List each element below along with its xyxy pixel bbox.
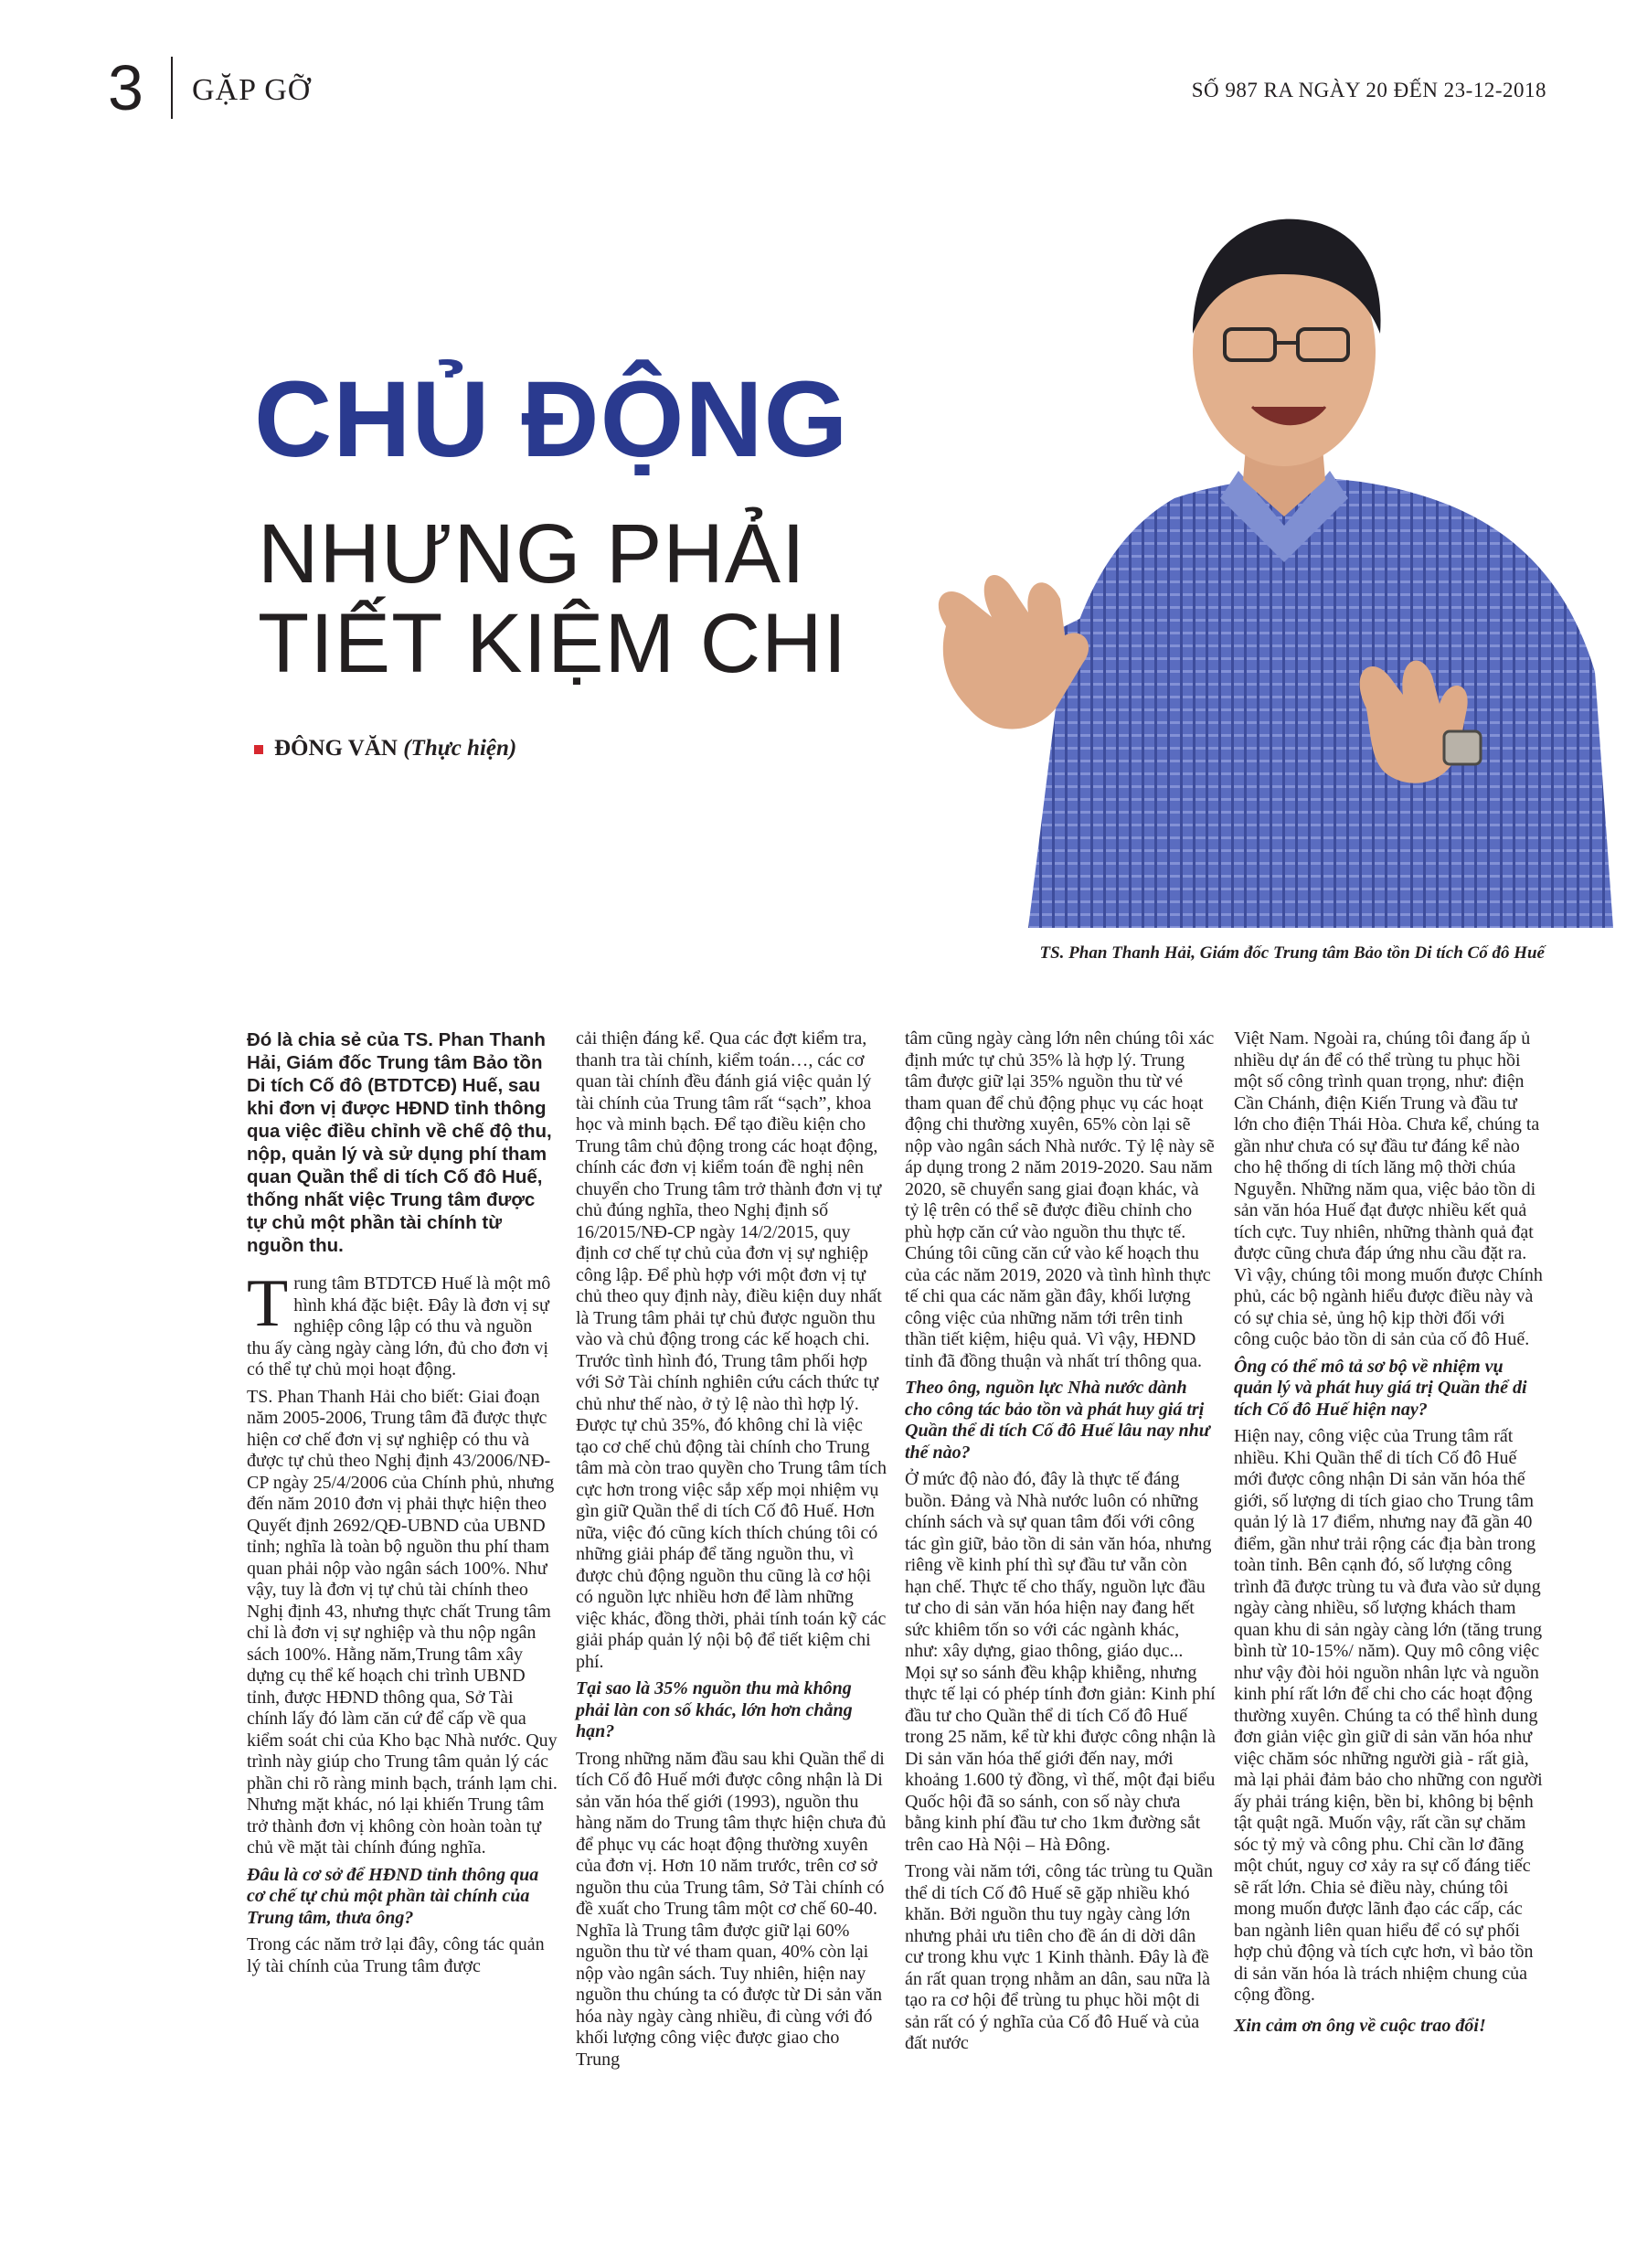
article-column-3 xyxy=(905,1028,1216,2060)
paragraph: Trong vài năm tới, công tác trùng tu Quần thể di tích Cố đô Huế sẽ gặp nhiều khó khăn. Bởi nguồn thu tuy ngày càng lớn nhưng phải ưu tiên cho đề án di dời dân cư trong khu vực 1 Kinh thành. Đây là đề án rất quan trọng nhằm an dân, sau nữa là tạo ra cơ hội để trùng tu phục hồi một di sản rất có ý nghĩa của Cố đô Huế và của đất nước xyxy=(905,1861,1214,2053)
article-column-4 xyxy=(1234,1028,1545,2042)
headline-main: CHỦ ĐỘNG xyxy=(254,359,849,480)
paragraph: cải thiện đáng kể. Qua các đợt kiểm tra, thanh tra tài chính, kiểm toán…, các cơ quan tài chính đều đánh giá việc quản lý tài chính của Trung tâm rất “sạch”, khoa học và minh bạch. Để tạo điều kiện cho Trung tâm chủ động trong các hoạt động, chính các đơn vị kiểm toán đề nghị nên chuyển cho Trung tâm trở thành đơn vị tự chủ đúng nghĩa, theo Nghị định số 16/2015/NĐ-CP ngày 14/2/2015, quy định cơ chế tự chủ của đơn vị sự nghiệp công lập. Để phù hợp với một đơn vị tự chủ theo quy định này, điều kiện duy nhất là Trung tâm phải tự chủ được nguồn thu vào và chủ động trong các kế hoạch chi. Trước tình hình đó, Trung tâm phối hợp với Sở Tài chính nghiên cứu cách thức tự chủ như thế nào, ở tỷ lệ nào thì hợp lý. Được tự chủ 35%, đó không chỉ là việc tạo cơ chế chủ động tài chính cho Trung tâm mà còn trao quyền cho Trung tâm tích cực hơn trong việc sắp xếp mọi nhiệm vụ gìn giữ Quần thể di tích Cố đô Huế. Hơn nữa, việc đó cũng kích thích chúng tôi có những giải pháp để tăng nguồn thu, vì được chủ động nguồn thu cũng là cơ hội có nguồn lực nhiều hơn để làm những việc khác, đồng thời, phải tính toán kỹ các giải pháp quản lý nội bộ để tiết kiệm chi phí. xyxy=(576,1028,887,1672)
paragraph: Hiện nay, công việc của Trung tâm rất nhiều. Khi Quần thể di tích Cố đô Huế mới được công nhận Di sản văn hóa thế giới, số lượng di tích giao cho Trung tâm quản lý là 17 điểm, nhưng nay đã gần 40 điểm, gần như trải rộng các địa bàn trong toàn tỉnh. Bên cạnh đó, số lượng công trình đã được trùng tu và đưa vào sử dụng ngày càng nhiều, số lượng khách tham quan khu di sản ngày càng lớn (tăng trung bình từ 10-15%/ năm). Quy mô công việc như vậy đòi hỏi nguồn nhân lực và nguồn kinh phí rất lớn để chi cho các hoạt động thường xuyên. Chúng ta có thể hình dung đơn giản việc gìn giữ di sản văn hóa như việc chăm sóc những người già - rất già, mà lại phải đảm bảo cho những con người ấy phải tráng kiện, bền bỉ, không bị bệnh tật quật ngã. Muốn vậy, rất cần sự chăm sóc tỷ mỷ và công phu. Chỉ cần lơ đãng một chút, nguy cơ xảy ra sự cố đáng tiếc sẽ rất lớn. Chia sẻ điều này, chúng tôi mong muốn được lãnh đạo các cấp, các ban ngành liên quan hiểu để có sự phối hợp chủ động và tích cực hơn, vì bảo tồn di sản văn hóa là trách nhiệm chung của cộng đồng. xyxy=(1234,1426,1543,2005)
issue-info: SỐ 987 RA NGÀY 20 ĐẾN 23-12-2018 xyxy=(1191,79,1546,101)
interview-question: Ông có thể mô tả sơ bộ về nhiệm vụ quản lý và phát huy giá trị Quần thể di tích Cố đô Huế hiện nay? xyxy=(1234,1356,1527,1420)
paragraph: Trong các năm trở lại đây, công tác quản lý tài chính của Trung tâm được xyxy=(247,1934,545,1976)
page-number: 3 xyxy=(108,52,143,123)
paragraph: Ở mức độ nào đó, đây là thực tế đáng buồn. Đảng và Nhà nước luôn có những chính sách và sự quan tâm đối với công tác gìn giữ, bảo tồn di sản văn hóa, nhưng riêng về kinh phí thì sự đầu tư vẫn còn hạn chế. Thực tế cho thấy, nguồn lực đầu tư cho di sản văn hóa hiện nay đang hết sức khiêm tốn so với các ngành khác, như: xây dựng, giao thông, giáo dục... Mọi sự so sánh đều khập khiễng, nhưng thực tế lại có phép tính đơn giản: Kinh phí đầu tư cho Quần thể di tích Cố đô Huế trong 25 năm, kể từ khi được công nhận là Di sản văn hóa thế giới đến nay, mới khoảng 1.600 tỷ đồng, vì thế, một đại biểu Quốc hội đã so sánh, con số này chưa bằng kinh phí đầu tư cho 1km đường sắt trên cao Hà Nội – Hà Đông. xyxy=(905,1469,1216,1855)
interview-question: Theo ông, nguồn lực Nhà nước dành cho công tác bảo tồn và phát huy giá trị Quần thể di tích Cố đô Huế lâu nay như thế nào? xyxy=(905,1378,1210,1463)
paragraph: rung tâm BTDTCĐ Huế là một mô hình khá đặc biệt. Đây là đơn vị sự nghiệp công lập có thu và nguồn thu ấy càng ngày càng lớn, đủ cho đơn vị có thể tự chủ mọi hoạt động. xyxy=(247,1273,551,1379)
portrait-photo xyxy=(873,197,1622,928)
headline-line-2: NHƯNG PHẢI xyxy=(258,507,806,601)
header-divider xyxy=(171,57,173,119)
article-lead: Đó là chia sẻ của TS. Phan Thanh Hải, Giám đốc Trung tâm Bảo tồn Di tích Cố đô (BTDTCĐ) Huế, sau khi đơn vị được HĐND tỉnh thông qua việc điều chỉnh về chế độ thu, nộp, quản lý và sử dụng phí tham quan Quần thể di tích Cố đô Huế, thống nhất việc Trung tâm được tự chủ một phần tài chính từ nguồn thu. xyxy=(247,1029,552,1256)
bullet-marker-icon xyxy=(254,745,263,754)
interview-question: Tại sao là 35% nguồn thu mà không phải làn con số khác, lớn hơn chẳng hạn? xyxy=(576,1678,853,1741)
article-column-1 xyxy=(247,1028,558,1983)
paragraph: Trong những năm đầu sau khi Quần thể di tích Cố đô Huế mới được công nhận là Di sản văn hóa thế giới (1993), nguồn thu hàng năm do Trung tâm thực hiện chưa đủ để phục vụ các hoạt động thường xuyên của đơn vị. Hơn 10 năm trước, trên cơ sở nguồn thu của Trung tâm, Sở Tài chính có đề xuất cho Trung tâm một cơ chế 60-40. Nghĩa là Trung tâm được giữ lại 60% nguồn thu từ vé tham quan, 40% còn lại nộp vào ngân sách. Tuy nhiên, hiện nay nguồn thu chúng ta có được từ Di sản văn hóa này ngày càng nhiều, đi cùng với đó khối lượng công việc được giao cho Trung xyxy=(576,1748,887,2070)
headline-line-3: TIẾT KIỆM CHI xyxy=(258,597,848,690)
interview-question: Đâu là cơ sở để HĐND tỉnh thông qua cơ chế tự chủ một phần tài chính của Trung tâm, thưa ông? xyxy=(247,1864,539,1928)
paragraph: Việt Nam. Ngoài ra, chúng tôi đang ấp ủ nhiều dự án để có thể trùng tu phục hồi một số công trình quan trọng, như: điện Cần Chánh, điện Kiến Trung và đầu tư lớn cho điện Thái Hòa. Chưa kể, chúng ta gần như chưa có sự đầu tư đáng kể nào cho hệ thống di tích lăng mộ thời chúa Nguyễn. Những năm qua, việc bảo tồn di sản văn hóa Huế đạt được nhiều kết quả tích cực. Tuy nhiên, những thành quả đạt được cũng chưa đáp ứng nhu cầu đặt ra. Vì vậy, chúng tôi mong muốn được Chính phủ, các bộ ngành hiểu được điều này và có sự chia sẻ, ủng hộ kịp thời đối với công cuộc bảo tồn di sản của cố đô Huế. xyxy=(1234,1028,1543,1349)
paragraph: tâm cũng ngày càng lớn nên chúng tôi xác định mức tự chủ 35% là hợp lý. Trung tâm được giữ lại 35% nguồn thu từ vé tham quan để chủ động phục vụ các hoạt động chi thường xuyên, 65% còn lại sẽ nộp vào ngân sách Nhà nước. Tỷ lệ này sẽ áp dụng trong 2 năm 2019-2020. Sau năm 2020, sẽ chuyển sang giai đoạn khác, và tỷ lệ trên có thể sẽ được điều chỉnh cho phù hợp căn cứ vào nguồn thu thực tế. Chúng tôi cũng căn cứ vào kế hoạch thu của các năm 2019, 2020 và tình hình thực tế chi qua các năm gần đây, khối lượng công việc của những năm tới trên tinh thần tiết kiệm, hiệu quả. Vì vậy, HĐND tỉnh đã đồng thuận và nhất trí thông qua. xyxy=(905,1028,1215,1371)
dropcap-paragraph xyxy=(247,1266,558,1381)
page-header xyxy=(0,51,1647,124)
closing-line: Xin cảm ơn ông về cuộc trao đổi! xyxy=(1234,2015,1486,2036)
author-name: ĐÔNG VĂN xyxy=(274,736,398,761)
article-body xyxy=(247,1028,1545,2199)
article-column-2 xyxy=(576,1028,887,2076)
photo-caption: TS. Phan Thanh Hải, Giám đốc Trung tâm Bảo tồn Di tích Cố đô Huế xyxy=(1039,943,1545,963)
dropcap-letter: T xyxy=(247,1266,289,1341)
section-name: GẶP GỠ xyxy=(192,73,312,107)
byline xyxy=(254,736,516,761)
author-role: (Thực hiện) xyxy=(403,736,517,761)
paragraph: TS. Phan Thanh Hải cho biết: Giai đoạn năm 2005-2006, Trung tâm đã được thực hiện cơ chế đơn vị sự nghiệp có thu và được tự chủ theo Nghị định 43/2006/NĐ-CP ngày 25/4/2006 của Chính phủ, nhưng đến năm 2010 đơn vị phải thực hiện theo Quyết định 2692/QĐ-UBND của UBND tỉnh; nghĩa là toàn bộ nguồn thu phí tham quan phải nộp vào ngân sách 100%. Như vậy, tuy là đơn vị tự chủ tài chính theo Nghị định 43, nhưng thực chất Trung tâm chỉ là đơn vị sự nghiệp và thu nộp ngân sách 100%. Hằng năm,Trung tâm xây dựng cụ thể kế hoạch chi trình UBND tỉnh, được HĐND thông qua, Sở Tài chính lấy đó làm căn cứ để cấp về qua kiểm soát chi của Kho bạc Nhà nước. Quy trình này giúp cho Trung tâm quản lý các phần chi rõ ràng minh bạch, tránh lạm chi. Nhưng mặt khác, nó lại khiến Trung tâm trở thành đơn vị không còn hoàn toàn tự chủ về mặt tài chính đúng nghĩa. xyxy=(247,1386,558,1858)
